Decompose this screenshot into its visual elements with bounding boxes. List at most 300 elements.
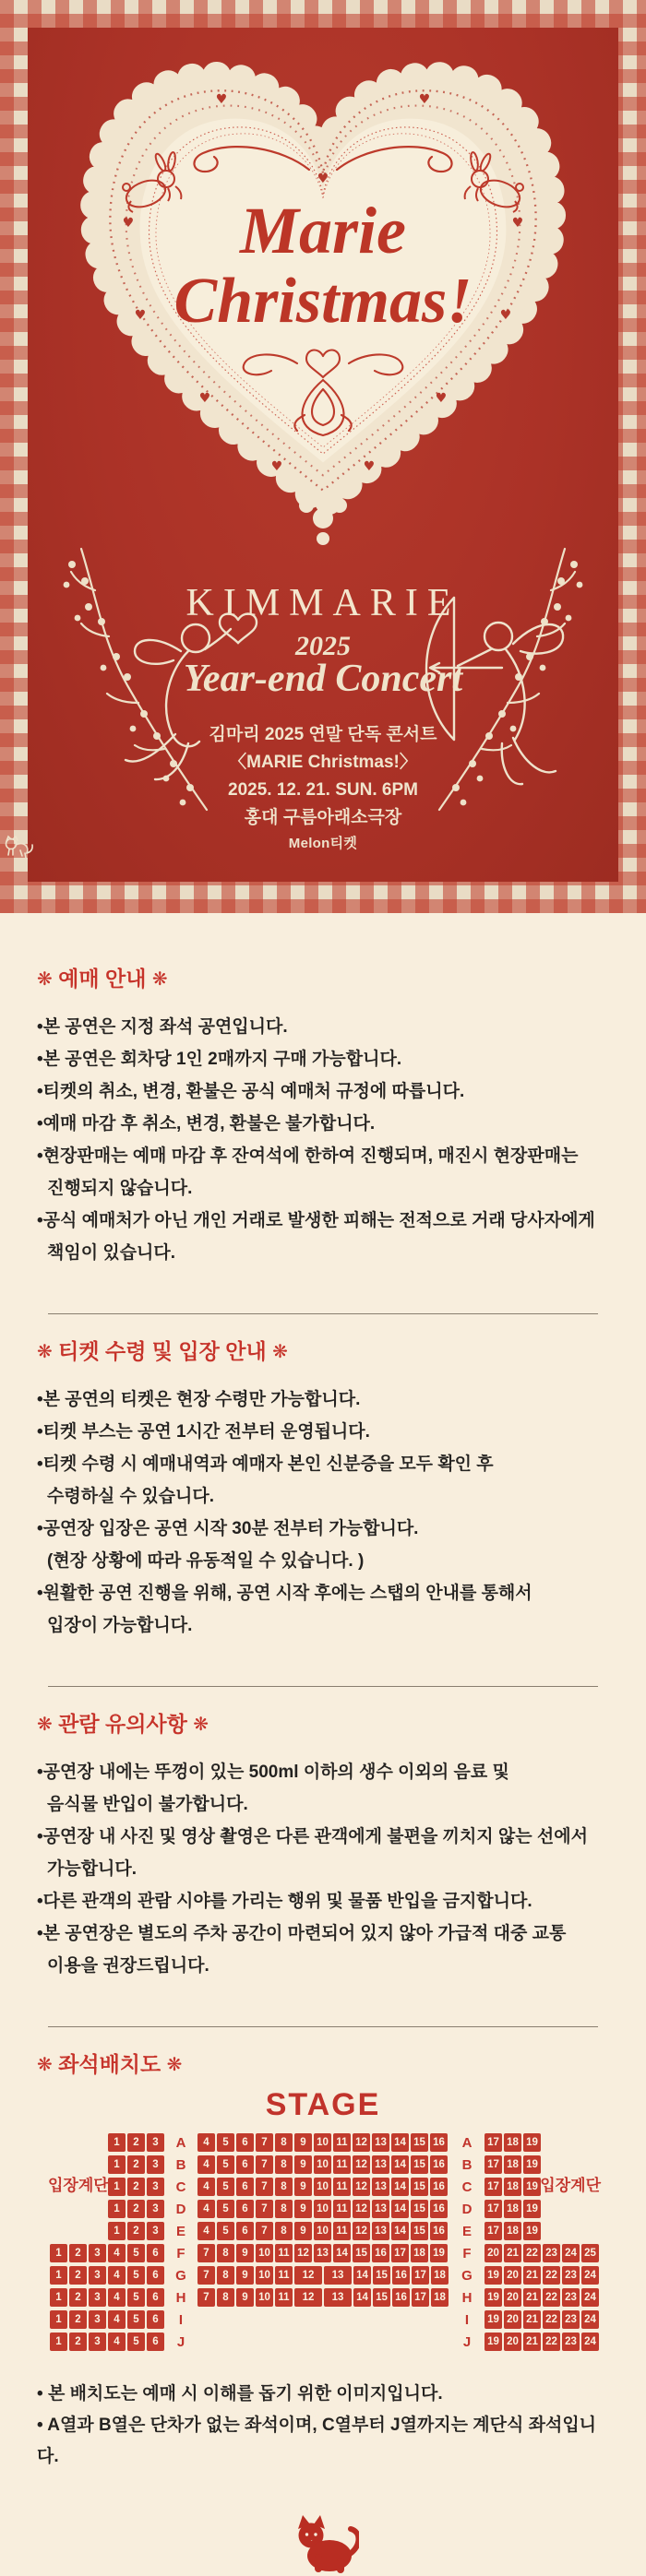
seat-I6: 6 [147,2310,164,2329]
seat-zone [48,2244,164,2262]
bullet-line: •티켓 부스는 공연 1시간 전부터 운영됩니다. [37,1422,370,1442]
poster-title-line2: Christmas! [173,266,473,337]
seat-H16: 16 [392,2288,410,2307]
svg-text:♥: ♥ [418,92,431,107]
seat-zone [197,2155,449,2174]
svg-text:♥: ♥ [215,92,228,107]
seat-C8: 8 [275,2178,293,2196]
seat-D11: 11 [333,2200,351,2218]
seat-E16: 16 [430,2222,448,2240]
seat-B12: 12 [353,2155,370,2174]
seat-E6: 6 [236,2222,254,2240]
svg-text:♥: ♥ [317,172,329,186]
seat-A6: 6 [236,2133,254,2152]
seat-C3: 3 [147,2178,164,2196]
seat-I4: 4 [108,2310,126,2329]
seat-F20: 20 [484,2244,502,2262]
seat-H23: 23 [562,2288,580,2307]
seat-E4: 4 [197,2222,215,2240]
seat-E3: 3 [147,2222,164,2240]
seat-zone [484,2222,601,2240]
seat-row-E [48,2220,601,2242]
seat-C14: 14 [391,2178,409,2196]
seat-D6: 6 [236,2200,254,2218]
seat-F16: 16 [372,2244,389,2262]
seat-G4: 4 [108,2266,126,2285]
row-label-I: I [178,2311,184,2328]
seat-C6: 6 [236,2178,254,2196]
section-title [37,1339,646,1363]
bullet-item [37,1821,604,1885]
seat-zone [484,2244,601,2262]
seat-D16: 16 [430,2200,448,2218]
ticket-brand-label: Melon티켓 [288,836,358,851]
seat-D1: 1 [108,2200,126,2218]
seat-F25: 25 [581,2244,599,2262]
seat-J21: 21 [523,2333,541,2351]
svg-text:♥: ♥ [511,216,524,231]
seat-F4: 4 [108,2244,126,2262]
seat-B13: 13 [372,2155,389,2174]
seat-row-G [48,2264,601,2286]
section-title [37,1712,646,1736]
bullet-line-cont: 책임이 있습니다. [47,1243,176,1263]
seat-H11: 11 [275,2288,293,2307]
seat-D2: 2 [127,2200,145,2218]
red-cat-mascot-icon [287,2511,359,2576]
bullet-item [37,1043,604,1075]
seat-E1: 1 [108,2222,126,2240]
bullet-line: •현장판매는 예매 마감 후 잔여석에 한하여 진행되며, 매진시 현장판매는 [37,1146,579,1166]
seat-J6: 6 [147,2333,164,2351]
snowflake-icon: ❋ [37,1713,53,1735]
seat-B19: 19 [523,2155,541,2174]
seat-F24: 24 [562,2244,580,2262]
seat-F17: 17 [391,2244,409,2262]
seat-B1: 1 [108,2155,126,2174]
row-label-B: B [175,2156,186,2173]
seat-B11: 11 [333,2155,351,2174]
seat-G17: 17 [412,2266,429,2285]
seat-C17: 17 [484,2178,502,2196]
seat-zone [484,2333,601,2351]
seat-I5: 5 [127,2310,145,2329]
snowflake-icon: ❋ [151,967,168,990]
bullet-line-cont: 음식물 반입이 불가합니다. [47,1795,248,1814]
seat-zone [484,2266,601,2285]
bullet-line-cont: 진행되지 않습니다. [47,1179,193,1198]
seat-H15: 15 [373,2288,390,2307]
seat-E13: 13 [372,2222,389,2240]
seat-H4: 4 [108,2288,126,2307]
seat-B3: 3 [147,2155,164,2174]
seat-J1: 1 [50,2333,67,2351]
seat-D14: 14 [391,2200,409,2218]
seat-zone [48,2310,164,2329]
seat-G15: 15 [373,2266,390,2285]
row-label-F: F [462,2245,472,2261]
seat-F6: 6 [147,2244,164,2262]
bullet-line-cont: 가능합니다. [47,1859,138,1879]
seat-A18: 18 [504,2133,521,2152]
seat-H12: 12 [294,2288,322,2307]
svg-text:♥: ♥ [122,216,135,231]
seat-J24: 24 [581,2333,599,2351]
seat-B14: 14 [391,2155,409,2174]
section-title-text: 관람 유의사항 [52,1712,194,1736]
seat-F19: 19 [430,2244,448,2262]
bullet-list [37,1383,604,1642]
seat-row-C [48,2176,601,2198]
seat-F3: 3 [89,2244,106,2262]
bullet-line-cont: 수령하실 수 있습니다. [47,1487,215,1506]
seat-A10: 10 [314,2133,331,2152]
snowflake-icon: ❋ [193,1713,209,1735]
snowflake-icon: ❋ [166,2053,183,2075]
bullet-line: •공연장 입장은 공연 시작 30분 전부터 가능합니다. [37,1519,419,1538]
seat-E15: 15 [411,2222,428,2240]
row-label-D: D [175,2201,186,2217]
seat-C19: 19 [523,2178,541,2196]
bullet-line: •티켓의 취소, 변경, 환불은 공식 예매처 규정에 따릅니다. [37,1082,465,1101]
seat-row-D [48,2198,601,2220]
bullet-item [37,1885,604,1917]
seat-J3: 3 [89,2333,106,2351]
bullet-line: •본 공연장은 별도의 주차 공간이 마련되어 있지 않아 가급적 대중 교통 [37,1924,567,1943]
seat-H9: 9 [236,2288,254,2307]
info-sections [0,967,646,1982]
seat-I2: 2 [69,2310,87,2329]
seat-F13: 13 [314,2244,331,2262]
seat-zone [484,2133,601,2152]
seat-F10: 10 [256,2244,273,2262]
seat-J19: 19 [484,2333,502,2351]
seat-D5: 5 [217,2200,234,2218]
svg-text:♥: ♥ [435,391,448,406]
seat-G11: 11 [275,2266,293,2285]
seat-G22: 22 [543,2266,560,2285]
poster-concert-script: Year-end Concert [183,658,463,700]
seat-E9: 9 [294,2222,312,2240]
seat-B4: 4 [197,2155,215,2174]
seat-row-H [48,2286,601,2309]
seat-I1: 1 [50,2310,67,2329]
melon-ticket-cat-icon [0,833,33,861]
seat-H3: 3 [89,2288,106,2307]
seat-G3: 3 [89,2266,106,2285]
divider [48,1313,598,1314]
row-label-G: G [461,2267,473,2284]
seat-F7: 7 [197,2244,215,2262]
bullet-line: •예매 마감 후 취소, 변경, 환불은 불가합니다. [37,1114,376,1134]
seat-C5: 5 [217,2178,234,2196]
seat-zone [48,2155,164,2174]
seat-G6: 6 [147,2266,164,2285]
row-label-B: B [461,2156,473,2173]
seat-G9: 9 [236,2266,254,2285]
seat-A11: 11 [333,2133,351,2152]
seat-H2: 2 [69,2288,87,2307]
poster-detail-line: 〈MARIE Christmas!〉 [229,753,417,772]
seat-B16: 16 [430,2155,448,2174]
bullet-line-cont: 이용을 권장드립니다. [47,1956,209,1976]
seat-G12: 12 [294,2266,322,2285]
seat-D8: 8 [275,2200,293,2218]
stairs-label-right: 입장계단 [540,2177,601,2194]
seat-G19: 19 [484,2266,502,2285]
seat-F8: 8 [217,2244,234,2262]
note-line: • 본 배치도는 예매 시 이해를 돕기 위한 이미지입니다. [37,2384,443,2404]
seat-F1: 1 [50,2244,67,2262]
seat-D13: 13 [372,2200,389,2218]
row-label-E: E [461,2223,472,2239]
bullet-item [37,1756,604,1821]
seat-row-B [48,2154,601,2176]
seat-E8: 8 [275,2222,293,2240]
seat-A5: 5 [217,2133,234,2152]
seat-G7: 7 [197,2266,215,2285]
poster-artist-name: KIMMARIE [185,582,461,624]
seat-F23: 23 [543,2244,560,2262]
seat-zone [484,2288,601,2307]
bullet-item [37,1011,604,1043]
bullet-item [37,1416,604,1448]
bullet-line: •본 공연의 티켓은 현장 수령만 가능합니다. [37,1390,361,1409]
row-label-J: J [462,2333,472,2350]
snowflake-icon: ❋ [272,1340,288,1362]
seat-A15: 15 [411,2133,428,2152]
seat-C18: 18 [504,2178,521,2196]
section-title-text: 예매 안내 [52,967,152,991]
bullet-line: •본 공연은 지정 좌석 공연입니다. [37,1017,288,1037]
seat-I21: 21 [523,2310,541,2329]
seat-B7: 7 [256,2155,273,2174]
seat-row-F [48,2242,601,2264]
seat-C12: 12 [353,2178,370,2196]
poster-title-line1: Marie [240,194,406,267]
seat-E2: 2 [127,2222,145,2240]
seat-F18: 18 [411,2244,428,2262]
seat-zone [197,2266,449,2285]
seat-A3: 3 [147,2133,164,2152]
seat-D19: 19 [523,2200,541,2218]
seat-zone [48,2266,164,2285]
seat-zone [48,2133,164,2152]
seat-C4: 4 [197,2178,215,2196]
seat-H22: 22 [543,2288,560,2307]
row-label-E: E [175,2223,185,2239]
bullet-line: •공연장 내 사진 및 영상 촬영은 다른 관객에게 불편을 끼치지 않는 선에서 [37,1827,588,1846]
seat-H14: 14 [353,2288,371,2307]
seat-E14: 14 [391,2222,409,2240]
bullet-line: •다른 관객의 관람 시야를 가리는 행위 및 물품 반입을 금지합니다. [37,1892,532,1911]
seat-H21: 21 [523,2288,541,2307]
seatmap-notes [37,2379,609,2473]
seat-F12: 12 [294,2244,312,2262]
seat-zone [197,2244,449,2262]
seat-zone [197,2222,449,2240]
snowflake-icon: ❋ [37,967,53,990]
seat-J22: 22 [543,2333,560,2351]
seat-F5: 5 [127,2244,145,2262]
seat-J5: 5 [127,2333,145,2351]
bullet-item [37,1917,604,1982]
section-title [37,967,646,991]
row-label-J: J [176,2333,185,2350]
bullet-line-cont: (현장 상황에 따라 유동적일 수 있습니다. ) [47,1551,365,1571]
seat-B8: 8 [275,2155,293,2174]
seat-J4: 4 [108,2333,126,2351]
seat-B6: 6 [236,2155,254,2174]
seat-B17: 17 [484,2155,502,2174]
seat-zone [484,2155,601,2174]
row-label-C: C [175,2178,186,2195]
bullet-item [37,1513,604,1577]
poster-detail-line: 홍대 구름아래소극장 [244,808,402,827]
seat-zone [48,2222,164,2240]
seat-G10: 10 [256,2266,273,2285]
seat-E11: 11 [333,2222,351,2240]
poster-detail-line: 2025. 12. 21. SUN. 6PM [228,780,418,800]
seat-H18: 18 [431,2288,449,2307]
seat-I22: 22 [543,2310,560,2329]
seat-A4: 4 [197,2133,215,2152]
seat-G1: 1 [50,2266,67,2285]
snowflake-icon: ❋ [37,1340,53,1362]
seat-C11: 11 [333,2178,351,2196]
row-label-G: G [175,2267,186,2284]
seat-C9: 9 [294,2178,312,2196]
seat-A8: 8 [275,2133,293,2152]
seat-A13: 13 [372,2133,389,2152]
svg-text:♥: ♥ [270,459,283,474]
seat-G13: 13 [324,2266,352,2285]
ticket-brand [0,833,646,852]
stage-label: STAGE [265,2087,381,2122]
bullet-line: •공식 예매처가 아닌 개인 거래로 발생한 피해는 전적으로 거래 당사자에게 [37,1211,595,1230]
svg-text:♥: ♥ [363,459,376,474]
seat-D7: 7 [256,2200,273,2218]
seat-B10: 10 [314,2155,331,2174]
seat-I3: 3 [89,2310,106,2329]
seat-A17: 17 [484,2133,502,2152]
seat-B9: 9 [294,2155,312,2174]
seat-E18: 18 [504,2222,521,2240]
seat-G18: 18 [431,2266,449,2285]
seat-H19: 19 [484,2288,502,2307]
seat-A2: 2 [127,2133,145,2152]
snowflake-icon: ❋ [37,2053,53,2075]
seat-G2: 2 [69,2266,87,2285]
seat-zone [197,2288,449,2307]
seat-F14: 14 [333,2244,351,2262]
seat-C15: 15 [411,2178,428,2196]
seat-F15: 15 [353,2244,370,2262]
seat-H7: 7 [197,2288,215,2307]
seat-A12: 12 [353,2133,370,2152]
bullet-item [37,1577,604,1642]
seat-A7: 7 [256,2133,273,2152]
bullet-list [37,1756,604,1982]
note-line: • A열과 B열은 단차가 없는 좌석이며, C열부터 J열까지는 계단식 좌석입니다. [37,2416,597,2466]
stairs-label-left: 입장계단 [48,2177,109,2194]
seat-A14: 14 [391,2133,409,2152]
seat-G21: 21 [523,2266,541,2285]
seat-B15: 15 [411,2155,428,2174]
row-label-A: A [461,2134,473,2151]
seat-D10: 10 [314,2200,331,2218]
seat-C7: 7 [256,2178,273,2196]
svg-text:♥: ♥ [499,308,512,323]
seat-G16: 16 [392,2266,410,2285]
poster-details [0,721,646,832]
svg-text:♥: ♥ [134,308,147,323]
row-label-H: H [175,2289,186,2306]
section-title-text: 좌석배치도 [58,2052,162,2076]
seat-J23: 23 [562,2333,580,2351]
row-label-F: F [176,2245,185,2261]
seat-E17: 17 [484,2222,502,2240]
row-label-H: H [461,2289,473,2306]
seat-A1: 1 [108,2133,126,2152]
seat-G8: 8 [217,2266,234,2285]
poster-year: 2025 [295,631,351,661]
divider [48,1686,598,1687]
svg-text:♥: ♥ [198,391,211,406]
row-label-I: I [464,2311,470,2328]
seat-A16: 16 [430,2133,448,2152]
bullet-line: •티켓 수령 시 예매내역과 예매자 본인 신분증을 모두 확인 후 [37,1454,494,1474]
seat-D9: 9 [294,2200,312,2218]
bullet-item [37,1448,604,1513]
seat-I20: 20 [504,2310,521,2329]
seat-D3: 3 [147,2200,164,2218]
seat-map [48,2131,601,2353]
bullet-item [37,1140,604,1205]
seat-B5: 5 [217,2155,234,2174]
seat-I24: 24 [581,2310,599,2329]
seat-C16: 16 [430,2178,448,2196]
seat-G24: 24 [581,2266,599,2285]
seat-D17: 17 [484,2200,502,2218]
seat-I19: 19 [484,2310,502,2329]
poster-detail-line: 김마리 2025 연말 단독 콘서트 [209,725,437,744]
seat-E7: 7 [256,2222,273,2240]
seat-B2: 2 [127,2155,145,2174]
section-title-seatmap [37,2052,646,2076]
seat-H8: 8 [217,2288,234,2307]
seat-D18: 18 [504,2200,521,2218]
seat-H13: 13 [324,2288,352,2307]
row-label-A: A [175,2134,186,2151]
seat-A19: 19 [523,2133,541,2152]
bullet-item [37,1205,604,1269]
seat-D4: 4 [197,2200,215,2218]
seat-F22: 22 [523,2244,541,2262]
seat-zone [484,2310,601,2329]
seat-B18: 18 [504,2155,521,2174]
bullet-item [37,1108,604,1140]
seat-H17: 17 [412,2288,429,2307]
seat-H10: 10 [256,2288,273,2307]
seat-zone [48,2288,164,2307]
seat-E12: 12 [353,2222,370,2240]
seat-H6: 6 [147,2288,164,2307]
seat-F21: 21 [504,2244,521,2262]
seat-G23: 23 [562,2266,580,2285]
seat-G14: 14 [353,2266,371,2285]
bullet-item [37,1075,604,1108]
